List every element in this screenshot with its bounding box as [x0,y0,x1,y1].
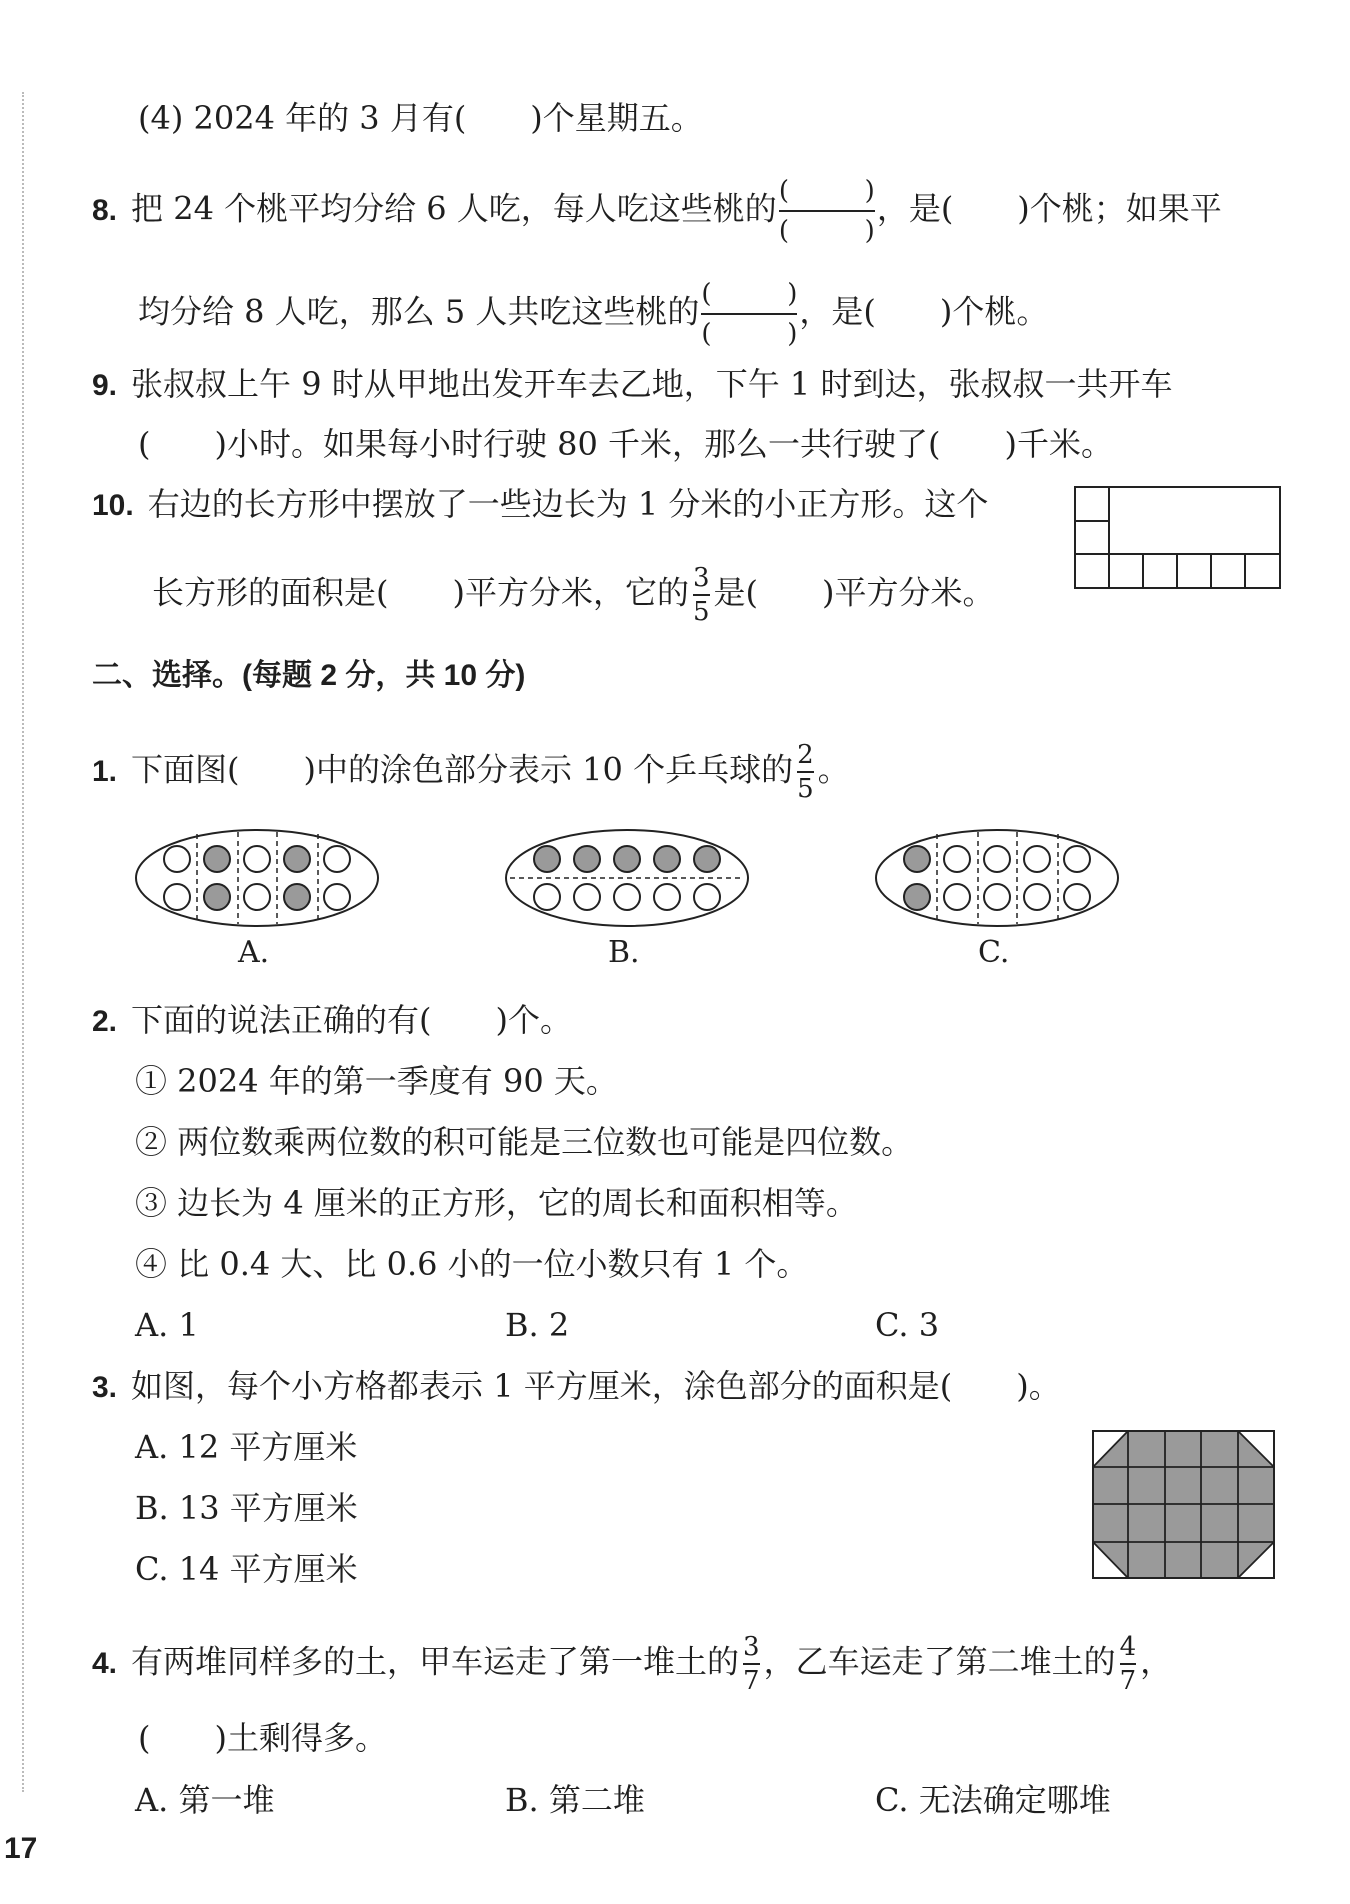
fraction [1120,1634,1137,1694]
option-c[interactable]: C. 3 [875,1306,940,1344]
question-9-line-1 [92,364,1172,406]
choice-4-text-c: ， [1140,1642,1173,1681]
option-a-label[interactable]: A. [238,935,270,970]
statement-2: ② 两位数乘两位数的积可能是三位数也可能是四位数。 [135,1123,914,1161]
question-9-text-a: 张叔叔上午 9 时从甲地出发开车去乙地，下午 1 时到达，张叔叔一共开车 [131,365,1173,403]
fraction-denominator: 7 [743,1666,760,1696]
ping-pong-figure-b[interactable] [502,826,752,930]
paren-close: ) [864,216,875,246]
question-9-text-b: ( )小时。如果每小时行驶 80 千米，那么一共行驶了( )千米。 [138,425,1114,463]
fraction-denominator: 5 [797,774,814,804]
option-a[interactable]: A. 1 [135,1306,199,1344]
option-b[interactable]: B. 2 [505,1306,570,1344]
fraction-numerator: 4 [1119,1632,1137,1662]
question-10-text-b: 长方形的面积是( )平方分米，它的 [152,573,689,612]
fraction-numerator: 2 [797,740,814,770]
question-9-line-2 [138,424,1113,464]
choice-4-text-a: 有两堆同样多的土，甲车运走了第一堆土的 [131,1642,740,1681]
question-number: 3. [92,1371,118,1404]
option-b-label[interactable]: B. [608,935,640,970]
fraction-numerator: 3 [692,563,710,593]
option-b[interactable]: B. 13 平方厘米 [135,1489,358,1527]
choice-2-stem [92,1000,572,1042]
question-10-line-1 [92,484,988,526]
option-c[interactable]: C. 14 平方厘米 [135,1550,358,1588]
paren-open: ( [701,319,712,349]
question-number: 4. [92,1646,118,1680]
statement-1: ① 2024 年的第一季度有 90 天。 [135,1062,618,1100]
choice-1-text-a: 下面图( )中的涂色部分表示 10 个乒乓球的 [131,750,794,789]
fraction-denominator: 5 [692,597,710,627]
rectangle-squares-figure [1074,486,1282,590]
choice-1-stem [92,742,850,802]
question-10-text-c: 是( )平方分米。 [713,573,995,612]
choice-4-stem-line-1 [92,1634,1172,1694]
fraction-numerator: 3 [743,1632,760,1662]
paren-close: ) [864,176,875,206]
paren-open: ( [778,216,789,246]
choice-2-stem-text: 下面的说法正确的有( )个。 [131,1001,573,1039]
shaded-grid-figure [1092,1430,1276,1580]
question-10-line-2 [152,565,995,625]
paren-close: ) [787,279,798,309]
fraction-bar [779,210,875,212]
question-8-text-c: 均分给 8 人吃，那么 5 人共吃这些桃的 [138,292,700,331]
fraction [797,742,814,802]
question-8-text-a: 把 24 个桃平均分给 6 人吃，每人吃这些桃的 [131,189,777,228]
choice-3-stem [92,1366,1061,1408]
statement-4: ④ 比 0.4 大、比 0.6 小的一位小数只有 1 个。 [135,1245,809,1283]
option-c-label[interactable]: C. [978,935,1010,970]
fraction-denominator: 7 [1119,1666,1137,1696]
binding-margin-line [22,92,24,1792]
choice-4-text-b: ，乙车运走了第二堆土的 [763,1642,1116,1681]
paren-open: ( [778,176,789,206]
section-2-title-text: 二、选择。(每题 2 分，共 10 分) [92,659,526,692]
choice-3-stem-text: 如图，每个小方格都表示 1 平方厘米，涂色部分的面积是( )。 [131,1367,1061,1405]
question-8-line-1 [92,178,1222,244]
section-2-title [92,656,525,696]
fraction [743,1634,760,1694]
ping-pong-figure-c[interactable] [872,826,1122,930]
question-8-line-2 [138,281,1048,347]
choice-1-text-b: 。 [817,750,850,789]
fraction-bar [701,313,797,315]
choice-4-stem-line-2: ( )土剩得多。 [138,1719,387,1757]
fraction-blank[interactable] [701,281,797,347]
question-number: 9. [92,369,118,402]
option-a[interactable]: A. 第一堆 [135,1781,275,1819]
fraction [693,565,710,625]
paren-close: ) [787,319,798,349]
question-7-4 [138,98,703,138]
question-7-4-text: (4) 2024 年的 3 月有( )个星期五。 [138,99,703,137]
question-number: 2. [92,1005,118,1038]
question-10-text-a: 右边的长方形中摆放了一些边长为 1 分米的小正方形。这个 [147,485,989,523]
statement-3: ③ 边长为 4 厘米的正方形，它的周长和面积相等。 [135,1184,858,1222]
fraction-blank[interactable] [779,178,875,244]
question-8-text-b: ，是( )个桃；如果平 [876,189,1222,228]
question-number: 10. [92,489,134,522]
question-8-text-d: ，是( )个桃。 [799,292,1049,331]
question-number: 8. [92,193,118,227]
option-b[interactable]: B. 第二堆 [505,1781,645,1819]
ping-pong-figure-a[interactable] [132,826,382,930]
question-number: 1. [92,754,118,788]
option-a[interactable]: A. 12 平方厘米 [135,1428,358,1466]
option-c[interactable]: C. 无法确定哪堆 [875,1781,1111,1819]
page-number: 17 [4,1832,38,1865]
paren-open: ( [701,279,712,309]
